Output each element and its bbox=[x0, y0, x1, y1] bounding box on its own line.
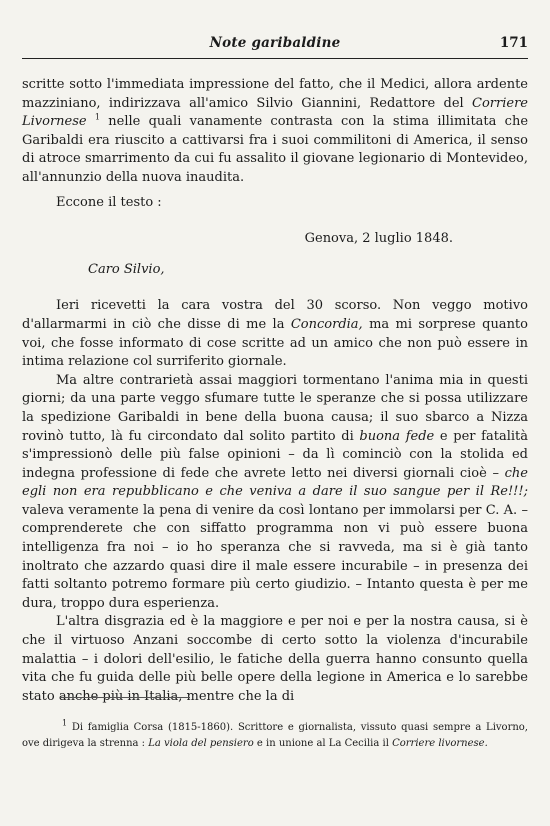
footnote-rule bbox=[60, 697, 190, 698]
letter-dateline: Genova, 2 luglio 1848. bbox=[304, 231, 453, 247]
intro-newspaper-title: Corriere Livornese bbox=[22, 95, 528, 130]
footnote-italic-2: Corriere livornese. bbox=[392, 737, 488, 749]
header-rule bbox=[22, 58, 528, 59]
intro-text: scritte sotto l'immediata impressione del fatto, che il Medici, allora ardente mazziniano, indirizzava all'amico Silvio Giannini, Redattore del bbox=[22, 77, 528, 111]
footnote-text-b: e in unione al La Cecilia il bbox=[256, 737, 389, 749]
letter-paragraph-3: L'altra disgrazia ed è la maggiore e per noi e per la nostra causa, si è che il virtuoso Anzani soccombe di certo sotto la violenza d'incurabile malattia – i dolori dell'esilio, le fatiche della guerra hanno consunto quella vita che fu guida delle più belle opere della legione in America e lo sarebbe stato anche più in Italia, mentre che la di bbox=[22, 614, 528, 704]
p1-italic: Concordia, bbox=[290, 316, 363, 332]
footnote-mark: 1 bbox=[62, 718, 68, 728]
letter-paragraph-2 bbox=[22, 372, 528, 614]
footnote-italic-1: La viola del pensiero bbox=[148, 737, 254, 749]
page-header bbox=[22, 35, 528, 53]
p2-text-b: e per fatalità s'impressionò delle più false opinioni – da lì cominciò con la stolida ed indegna professione di fede che avrete letto nei diversi giornali cioè – bbox=[22, 428, 529, 481]
body-text bbox=[22, 76, 528, 706]
p2-text-a: Ma altre contrarietà assai maggiori tormentano l'anima mia in questi giorni; da una parte veggo sfumare tutte le speranze che si possa utilizzare la spedizione Garibaldi in bene della buona causa; il suo sbarco a Nizza rovinò tutto, là fu circondato dal solito partito di bbox=[22, 372, 528, 444]
page-number: 171 bbox=[499, 35, 528, 51]
running-title: Note garibaldine bbox=[209, 35, 341, 51]
p2-italic-2: che egli non era repubblicano e che veniva a dare il suo sangue per il Re!!!; bbox=[22, 465, 528, 500]
letter-paragraph-1 bbox=[22, 297, 528, 371]
footnote-1 bbox=[22, 720, 528, 751]
footnotes bbox=[22, 720, 528, 751]
eccone-line: Eccone il testo : bbox=[56, 194, 162, 210]
p2-italic-1: buona fede bbox=[359, 428, 435, 444]
p1-text-b: ma mi sorprese quanto voi, che fosse informato di cose scritte ad un amico che non può essere in intima relazione col surriferito giornale. bbox=[22, 316, 528, 370]
letter-salutation: Caro Silvio, bbox=[88, 261, 165, 277]
intro-text-end: nelle quali vanamente contrasta con la stima illimitata che Garibaldi era riuscito a cattivarsi fra i suoi commilitoni di America, il senso di atroce smarrimento da cui fu assalito il giovane legionario di Montevideo, all'annunzio della nuova inaudita. bbox=[22, 114, 529, 185]
p1-text-a: Ieri ricevetti la cara vostra del 30 scorso. Non veggo motivo d'allarmarmi in ciò che disse di me la bbox=[22, 298, 528, 332]
footnote-reference: 1 bbox=[94, 112, 100, 122]
intro-paragraph bbox=[22, 76, 528, 188]
footnote-text-a: Di famiglia Corsa (1815-1860). Scrittore e giornalista, vissuto quasi sempre a Livorno, ove dirigeva la strenna : bbox=[22, 722, 528, 749]
p2-text-c: valeva veramente la pena di venire da così lontano per immolarsi per C. A. – comprenderete che con siffatto programma non vi può essere buona intelligenza fra noi – io ho speranza che si ravveda, ma si è già tanto inoltrato che azzardo quasi dire il male essere incurabile – in presenza dei fatti soltanto potremo formare più certo giudizio. – Intanto questa è per me dura, troppo dura esperienza. bbox=[22, 502, 528, 611]
